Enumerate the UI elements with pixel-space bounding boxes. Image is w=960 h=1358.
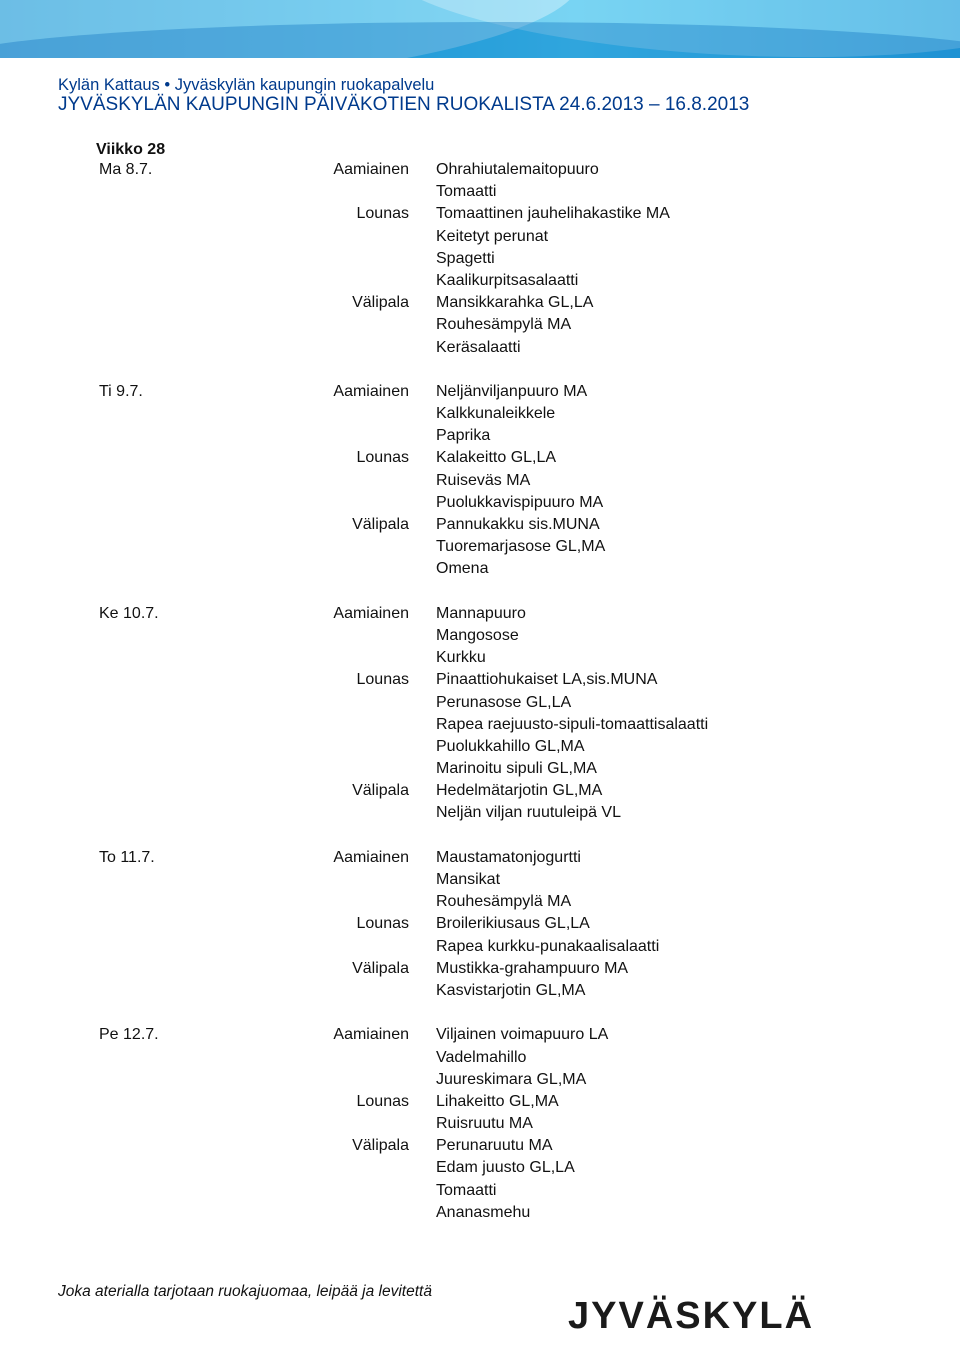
menu-item: Rapea raejuusto-sipuli-tomaattisalaatti [436,715,709,733]
menu-row [0,536,960,558]
menu-row [0,714,960,736]
menu-item: Puolukkavispipuuro MA [436,493,604,511]
menu-item: Kalkkunaleikkele [436,405,556,423]
day-label: Ma 8.7. [99,161,153,178]
menu-row [0,558,960,580]
menu-row [0,958,960,980]
menu-row [0,1047,960,1069]
menu-row [0,980,960,1002]
menu-row [0,337,960,359]
menu-row [0,736,960,758]
meal-label: Välipala [352,959,409,977]
logo-text: JYVÄSKYLÄ [568,1295,815,1337]
menu-row [0,692,960,714]
menu-row [0,891,960,913]
menu-item: Broilerikiusaus GL,LA [436,915,590,933]
top-banner [0,0,960,58]
menu-item: Ruisruutu MA [436,1115,533,1133]
meal-label: Lounas [356,1092,409,1110]
menu-row [0,625,960,647]
footer-note: Joka aterialla tarjotaan ruokajuomaa, leipää ja levitettä [58,1283,432,1300]
menu-item: Marinoitu sipuli GL,MA [436,760,597,778]
menu-item: Viljainen voimapuuro LA [436,1026,609,1044]
menu-item: Neljänviljanpuuro MA [436,382,588,400]
menu-item: Paprika [436,427,491,445]
meal-label: Lounas [356,671,409,689]
day-gap [0,1002,960,1024]
menu-item: Perunasose GL,LA [436,693,572,711]
menu-item: Keitetyt perunat [436,227,549,245]
menu-item: Hedelmätarjotin GL,MA [436,782,603,800]
menu-item: Mansikat [436,871,501,888]
menu-item: Ananasmehu [436,1203,531,1221]
day-label: Ke 10.7. [99,604,159,622]
menu-row [0,913,960,935]
jyvaskyla-logo [568,1292,815,1340]
meal-label: Aamiainen [333,848,409,866]
meal-label: Aamiainen [333,382,409,400]
menu-item: Vadelmahillo [436,1048,527,1066]
day-gap [0,359,960,381]
meal-label: Välipala [352,1137,409,1155]
menu-row [0,270,960,292]
meal-label: Välipala [352,294,409,312]
menu-item: Mangosose [436,626,519,644]
menu-item: Spagetti [436,249,495,267]
menu-row [0,1091,960,1113]
menu-item: Kasvistarjotin GL,MA [436,981,586,999]
menu-row [0,403,960,425]
menu-row [0,802,960,824]
menu-row [0,248,960,270]
meal-label: Lounas [356,449,409,467]
menu-row [0,159,960,181]
menu-row [0,780,960,802]
meal-label: Välipala [352,782,409,800]
menu-row [0,292,960,314]
meal-label: Välipala [352,516,409,533]
menu-item: Puolukkahillo GL,MA [436,737,585,755]
menu-row [0,1024,960,1046]
menu-row [0,647,960,669]
menu-item: Pannukakku sis.MUNA [436,516,600,533]
menu-row [0,381,960,403]
menu-row [0,470,960,492]
menu-row [0,492,960,514]
menu-item: Maustamatonjogurtti [436,848,581,866]
meal-label: Aamiainen [333,604,409,622]
header-line-1: Kylän Kattaus • Jyväskylän kaupungin ruokapalvelu [58,76,435,94]
menu-item: Rapea kurkku-punakaalisalaatti [436,937,660,955]
menu-row [0,603,960,625]
day-label: To 11.7. [99,848,155,866]
menu-item: Lihakeitto GL,MA [436,1092,559,1110]
menu-item: Rouhesämpylä MA [436,316,572,334]
day-label: Ti 9.7. [99,382,143,400]
menu-item: Mustikka-grahampuuro MA [436,959,629,977]
menu-item: Kurkku [436,649,486,667]
menu-table [0,159,960,1224]
menu-item: Kaalikurpitsasalaatti [436,271,579,289]
menu-row [0,447,960,469]
menu-item: Tomaatti [436,1181,497,1199]
menu-row [0,1180,960,1202]
menu-item: Omena [436,560,489,578]
menu-row [0,1069,960,1091]
menu-row [0,514,960,536]
header-line-2: JYVÄSKYLÄN KAUPUNGIN PÄIVÄKOTIEN RUOKALISTA 24.6.2013 – 16.8.2013 [58,94,750,115]
menu-item: Tomaattinen jauhelihakastike MA [436,205,670,223]
menu-row [0,869,960,891]
menu-row [0,1157,960,1179]
meal-label: Aamiainen [333,161,409,178]
menu-item: Juureskimara GL,MA [436,1070,587,1088]
menu-row [0,1202,960,1224]
menu-item: Mansikkarahka GL,LA [436,294,594,312]
menu-item: Edam juusto GL,LA [436,1159,575,1177]
menu-item: Kalakeitto GL,LA [436,449,557,467]
menu-row [0,1113,960,1135]
menu-row [0,758,960,780]
menu-item: Tomaatti [436,183,497,201]
menu-row [0,226,960,248]
menu-item: Neljän viljan ruutuleipä VL [436,804,621,822]
menu-row [0,314,960,336]
menu-item: Ruiseväs MA [436,471,531,489]
day-label: Pe 12.7. [99,1026,159,1044]
menu-item: Pinaattiohukaiset LA,sis.MUNA [436,671,658,689]
menu-item: Rouhesämpylä MA [436,893,572,911]
day-gap [0,581,960,603]
meal-label: Lounas [356,915,409,933]
menu-item: Mannapuuro [436,604,526,622]
menu-row [0,203,960,225]
menu-item: Perunaruutu MA [436,1137,553,1155]
menu-row [0,181,960,203]
menu-row [0,847,960,869]
day-gap [0,825,960,847]
menu-row [0,425,960,447]
menu-row [0,1135,960,1157]
meal-label: Aamiainen [333,1026,409,1044]
week-label: Viikko 28 [96,141,166,158]
menu-item: Keräsalaatti [436,338,521,356]
meal-label: Lounas [356,205,409,223]
menu-item: Tuoremarjasose GL,MA [436,538,606,556]
menu-row [0,669,960,691]
menu-row [0,936,960,958]
menu-item: Ohrahiutalemaitopuuro [436,161,599,178]
